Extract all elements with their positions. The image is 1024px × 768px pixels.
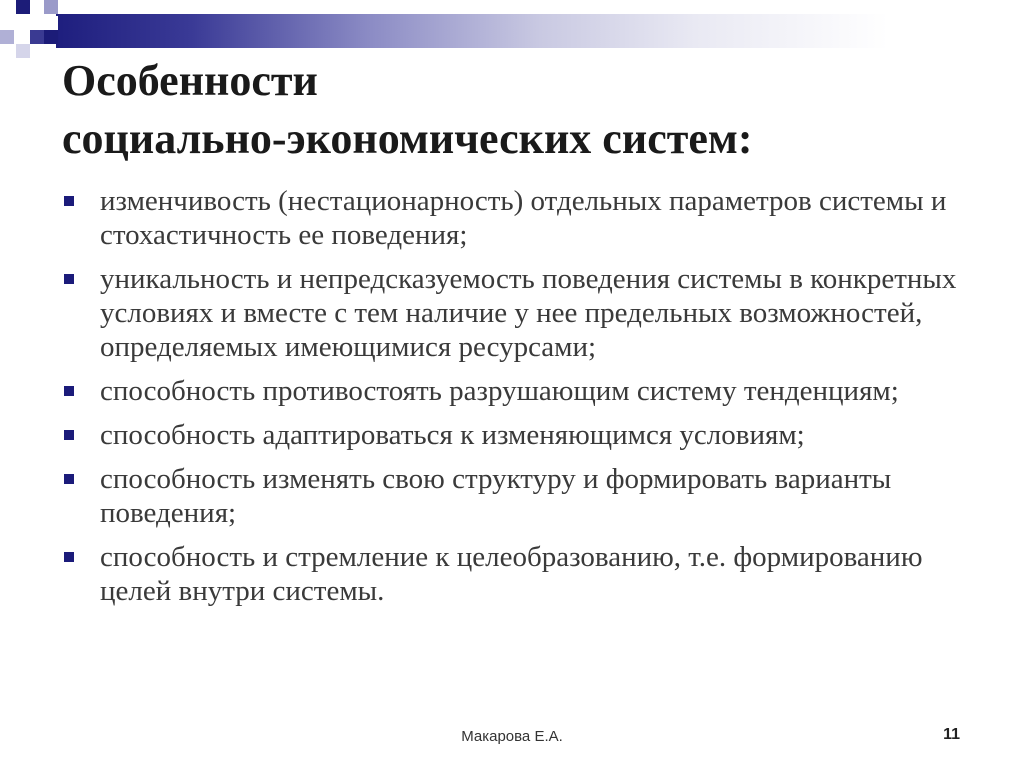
bullet-item — [62, 462, 962, 530]
square-bullet-icon — [64, 474, 74, 484]
decor-square — [0, 30, 14, 44]
bullet-text: изменчивость (нестационарность) отдельных параметров системы и стохастичность ее поведения; — [100, 185, 947, 251]
title-line-2: социально-экономических систем: — [62, 114, 753, 163]
decor-square — [30, 30, 44, 44]
bullet-list — [62, 184, 962, 618]
bullet-text: способность и стремление к целеобразованию, т.е. формированию целей внутри системы. — [100, 541, 923, 607]
title-line-1: Особенности — [62, 56, 318, 105]
page-number: 11 — [943, 726, 960, 743]
bullet-item — [62, 540, 962, 608]
decor-square — [16, 44, 30, 58]
decor-square — [44, 30, 58, 44]
bullet-text: способность противостоять разрушающим систему тенденциям; — [100, 375, 899, 407]
footer-author: Макарова Е.А. — [461, 728, 563, 745]
decor-square — [16, 16, 30, 30]
bullet-text: способность изменять свою структуру и формировать варианты поведения; — [100, 463, 892, 529]
decor-square — [30, 44, 44, 58]
square-bullet-icon — [64, 552, 74, 562]
decor-square — [30, 0, 44, 14]
bullet-text: уникальность и непредсказуемость поведения системы в конкретных условиях и вместе с тем наличие у нее предельных возможностей, определяемых имеющимися ресурсами; — [100, 263, 957, 363]
slide-title — [62, 52, 1002, 168]
square-bullet-icon — [64, 386, 74, 396]
bullet-item — [62, 184, 962, 252]
decor-square — [44, 16, 58, 30]
bullet-text: способность адаптироваться к изменяющимся условиям; — [100, 419, 805, 451]
square-bullet-icon — [64, 430, 74, 440]
decor-square — [16, 0, 30, 14]
square-bullet-icon — [64, 196, 74, 206]
decor-square — [44, 0, 58, 14]
square-bullet-icon — [64, 274, 74, 284]
corner-squares-decoration — [0, 0, 60, 60]
bullet-item — [62, 262, 962, 364]
header-gradient-band — [56, 14, 1024, 48]
decor-square — [0, 0, 14, 14]
bullet-item — [62, 374, 962, 408]
bullet-item — [62, 418, 962, 452]
